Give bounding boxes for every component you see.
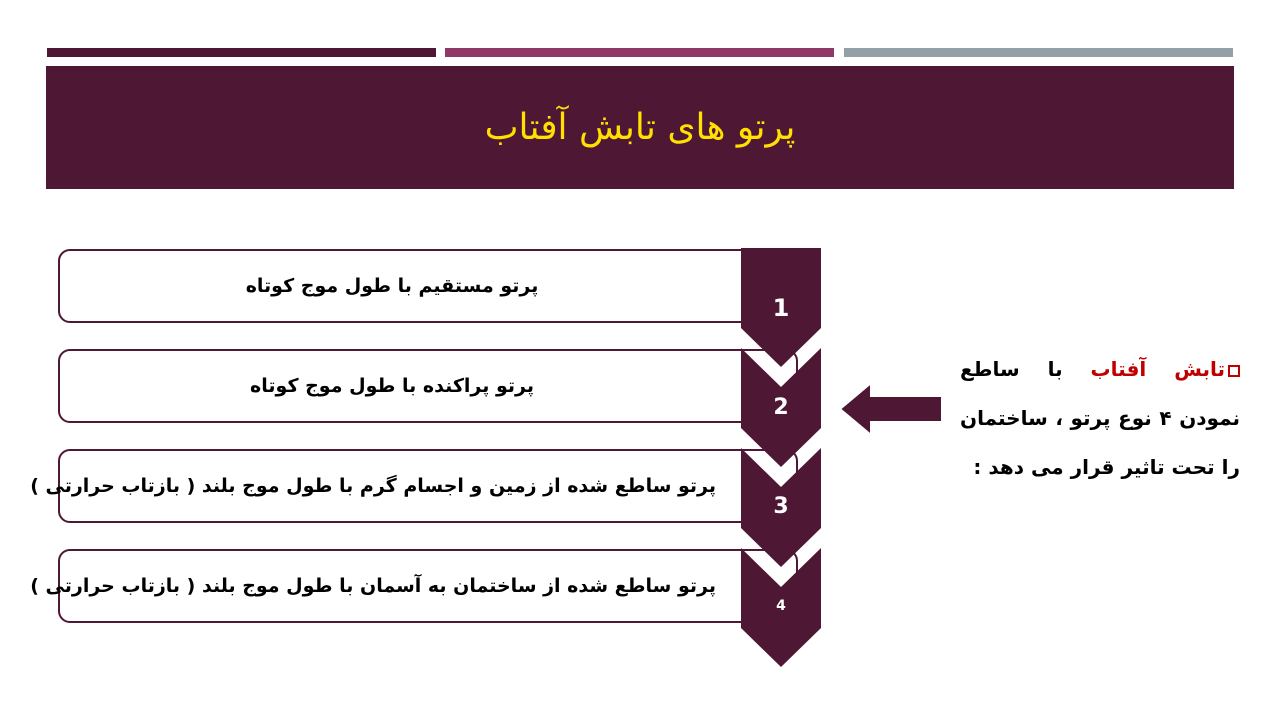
step-number-2: 2 — [773, 395, 789, 420]
step-number-4: 4 — [776, 598, 786, 614]
side-description — [960, 345, 1240, 492]
step-text-1: پرتو مستقیم با طول موج کوتاه — [245, 275, 539, 297]
step-text-4: پرتو ساطع شده از ساختمان به آسمان با طول موج بلند ( بازتاب حرارتی ) — [30, 575, 716, 597]
side-text-rest: با ساطع نمودن ۴ نوع پرتو ، ساختمان را تحت تاثیر قرار می دهد : — [960, 357, 1241, 479]
side-highlight: تابش آفتاب — [1090, 357, 1225, 381]
arrow-left-icon — [838, 381, 944, 437]
step-text-2: پرتو پراکنده با طول موج کوتاه — [250, 375, 534, 397]
step-text-3: پرتو ساطع شده از زمین و اجسام گرم با طول موج بلند ( بازتاب حرارتی ) — [30, 475, 716, 497]
square-bullet-icon — [1228, 365, 1240, 377]
slide-title: پرتو های تابش آفتاب — [484, 107, 796, 148]
step-number-3: 3 — [773, 494, 789, 519]
step-number-1: 1 — [772, 294, 790, 322]
